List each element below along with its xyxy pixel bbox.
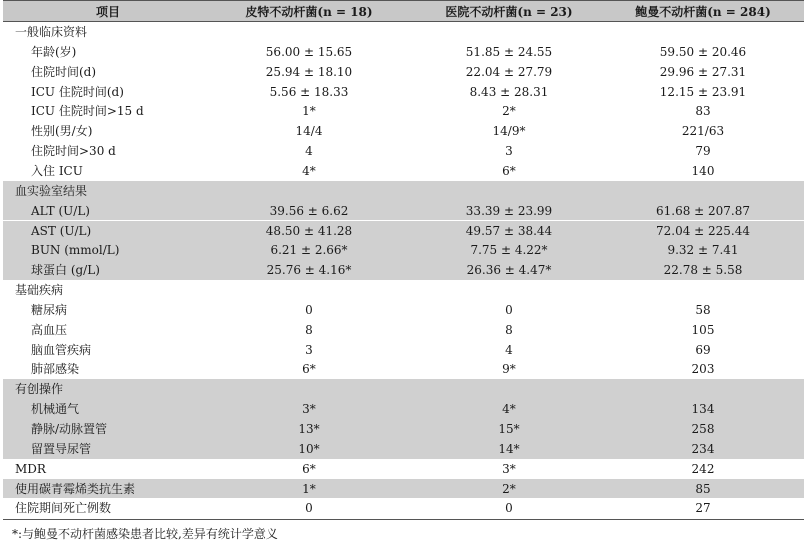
table-bottom-rule (3, 519, 804, 520)
value-baumannii: 234 (691, 441, 715, 456)
table-row (3, 300, 804, 320)
value-baumannii: 258 (691, 422, 715, 436)
value-baumannii: 83 (695, 104, 711, 119)
value-nosocomialis: 8 (505, 322, 513, 337)
table-group-row (3, 181, 804, 201)
value-pittii: 3 (305, 342, 313, 357)
table-row (3, 141, 804, 161)
value-nosocomialis: 14/9* (492, 124, 526, 139)
value-pittii: 48.50 ± 41.28 (265, 223, 353, 238)
row-label: 入住 ICU (31, 163, 83, 178)
value-nosocomialis: 9* (502, 362, 516, 377)
value-baumannii: 79 (695, 144, 711, 159)
value-nosocomialis: 15* (498, 422, 520, 436)
table-row (3, 121, 804, 141)
value-pittii (213, 379, 405, 399)
value-pittii: 25.94 ± 18.10 (265, 64, 353, 79)
value-pittii: 4* (302, 163, 316, 178)
value-nosocomialis (413, 22, 605, 42)
row-label: 球蛋白 (g/L) (31, 263, 100, 278)
value-pittii: 0 (305, 501, 313, 516)
table-row (3, 82, 804, 102)
value-baumannii (603, 22, 803, 42)
header-item: 项目 (95, 5, 120, 19)
value-nosocomialis: 14* (498, 441, 520, 456)
value-pittii: 13* (298, 422, 320, 436)
value-nosocomialis: 6* (502, 163, 516, 178)
value-pittii: 39.56 ± 6.62 (269, 203, 349, 218)
table-header (3, 0, 804, 22)
table-row (3, 260, 804, 280)
value-nosocomialis (413, 280, 605, 300)
table-row (3, 340, 804, 360)
value-nosocomialis: 33.39 ± 23.99 (465, 203, 553, 218)
row-label: 脑血管疾病 (31, 342, 92, 357)
row-label: 静脉/动脉置管 (31, 422, 108, 436)
row-label: 留置导尿管 (31, 441, 92, 456)
row-label: MDR (15, 461, 46, 476)
value-pittii (213, 280, 405, 300)
row-label: ALT (U/L) (31, 203, 90, 218)
value-nosocomialis: 3 (505, 144, 513, 159)
row-label: 机械通气 (31, 402, 80, 417)
value-baumannii: 12.15 ± 23.91 (659, 84, 747, 99)
row-label: ICU 住院时间>15 d (31, 104, 144, 119)
value-baumannii (603, 181, 803, 201)
value-nosocomialis: 4 (505, 342, 513, 357)
value-nosocomialis: 2* (502, 481, 516, 496)
value-baumannii: 242 (691, 461, 715, 476)
table-row (3, 240, 804, 260)
row-label: 住院时间(d) (31, 64, 97, 79)
header-pittii: 皮特不动杆菌(n = 18) (245, 5, 373, 19)
value-nosocomialis: 7.75 ± 4.22* (470, 243, 548, 258)
row-label: 住院时间>30 d (31, 144, 116, 159)
value-baumannii: 140 (691, 163, 715, 178)
row-label: 血实验室结果 (15, 183, 88, 198)
value-pittii: 0 (305, 302, 313, 317)
value-baumannii: 105 (691, 322, 715, 337)
value-baumannii: 27 (695, 501, 711, 516)
row-label: 性别(男/女) (31, 124, 93, 139)
value-baumannii: 85 (695, 481, 711, 496)
row-label: ICU 住院时间(d) (31, 84, 124, 99)
value-baumannii: 221/63 (681, 124, 725, 139)
row-label: 一般临床资料 (15, 25, 88, 39)
row-label: 使用碳青霉烯类抗生素 (15, 481, 136, 496)
value-pittii: 1* (302, 104, 316, 119)
value-nosocomialis: 26.36 ± 4.47* (466, 263, 552, 278)
value-pittii: 10* (298, 441, 320, 456)
value-nosocomialis: 3* (502, 461, 516, 476)
value-nosocomialis: 0 (505, 501, 513, 516)
table-row (3, 359, 804, 379)
header-nosocomialis: 医院不动杆菌(n = 23) (445, 5, 573, 19)
table-group-row (3, 459, 804, 479)
table-group-row (3, 498, 804, 518)
value-pittii: 1* (302, 481, 316, 496)
table-row (3, 161, 804, 181)
table-row (3, 221, 804, 241)
row-label: 有创操作 (15, 382, 64, 397)
value-pittii: 8 (305, 322, 313, 337)
value-pittii: 4 (305, 144, 313, 159)
value-nosocomialis: 8.43 ± 28.31 (469, 84, 549, 99)
value-baumannii: 58 (695, 302, 711, 317)
value-baumannii: 29.96 ± 27.31 (659, 64, 747, 79)
value-baumannii: 61.68 ± 207.87 (655, 203, 751, 218)
value-baumannii: 22.78 ± 5.58 (663, 263, 743, 278)
row-label: BUN (mmol/L) (31, 243, 120, 258)
value-baumannii: 69 (695, 342, 711, 357)
row-label: 住院期间死亡例数 (15, 501, 112, 516)
value-baumannii: 9.32 ± 7.41 (667, 243, 739, 258)
header-baumannii: 鲍曼不动杆菌(n = 284) (635, 5, 771, 19)
value-baumannii: 203 (691, 362, 715, 377)
value-pittii: 25.76 ± 4.16* (266, 263, 352, 278)
value-pittii: 3* (302, 402, 316, 417)
value-nosocomialis: 51.85 ± 24.55 (465, 44, 553, 59)
value-pittii: 6* (302, 362, 316, 377)
value-nosocomialis: 0 (505, 302, 513, 317)
row-label: AST (U/L) (31, 223, 92, 238)
table-row (3, 439, 804, 459)
value-pittii: 5.56 ± 18.33 (269, 84, 349, 99)
table-group-row (3, 22, 804, 42)
table-group-row (3, 379, 804, 399)
table-group-row (3, 479, 804, 499)
table-row (3, 101, 804, 121)
table-row (3, 42, 804, 62)
table-row (3, 62, 804, 82)
value-nosocomialis (413, 181, 605, 201)
row-label: 年龄(岁) (31, 44, 77, 59)
value-pittii (213, 181, 405, 201)
table-row (3, 399, 804, 419)
value-nosocomialis: 49.57 ± 38.44 (465, 223, 553, 238)
row-label: 肺部感染 (31, 362, 80, 377)
value-pittii: 14/4 (295, 124, 323, 139)
value-nosocomialis (413, 379, 605, 399)
value-baumannii: 72.04 ± 225.44 (655, 223, 751, 238)
value-nosocomialis: 4* (502, 402, 516, 417)
value-pittii: 56.00 ± 15.65 (265, 44, 353, 59)
table-row (3, 320, 804, 340)
value-baumannii (603, 379, 803, 399)
table-row (3, 419, 804, 439)
value-pittii (213, 22, 405, 42)
row-label: 糖尿病 (31, 302, 68, 317)
value-baumannii: 134 (691, 402, 715, 417)
value-baumannii (603, 280, 803, 300)
table-group-row (3, 280, 804, 300)
value-nosocomialis: 2* (502, 104, 516, 119)
table-row (3, 201, 804, 221)
value-nosocomialis: 22.04 ± 27.79 (465, 64, 553, 79)
value-pittii: 6.21 ± 2.66* (270, 243, 348, 258)
row-label: 基础疾病 (15, 283, 64, 298)
row-label: 高血压 (31, 322, 68, 337)
value-baumannii: 59.50 ± 20.46 (659, 44, 747, 59)
value-pittii: 6* (302, 461, 316, 476)
footnote: *:与鲍曼不动杆菌感染患者比较,差异有统计学意义 (12, 527, 278, 541)
